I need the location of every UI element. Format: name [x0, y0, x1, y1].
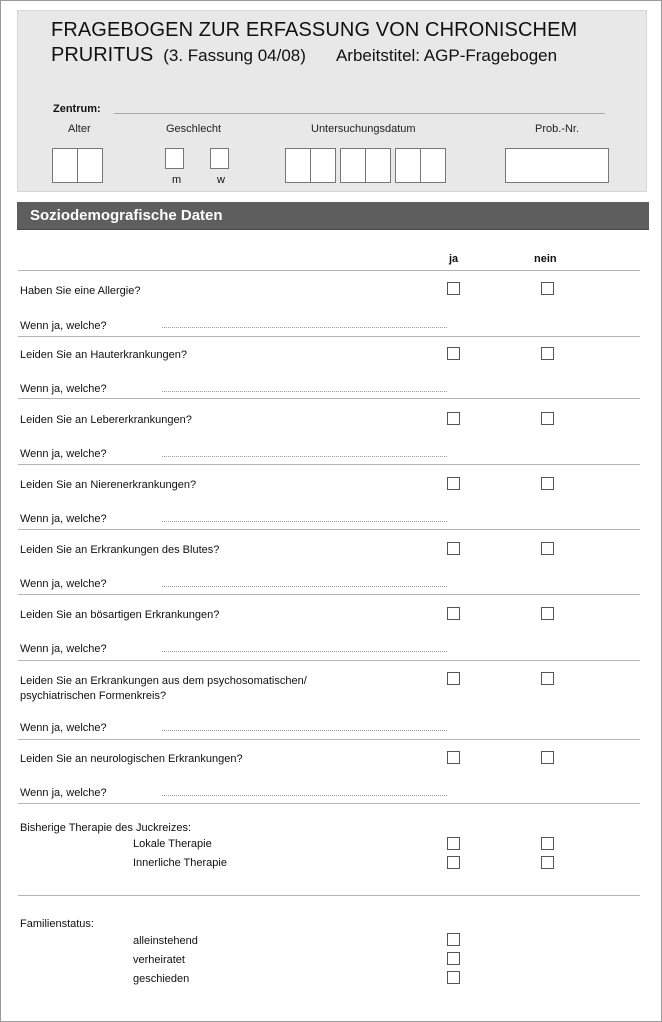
question-allergy: Haben Sie eine Allergie? — [20, 285, 141, 297]
skin-details-input[interactable] — [162, 391, 447, 392]
neurological-ja-checkbox[interactable] — [447, 751, 460, 764]
date-year-1[interactable] — [395, 148, 421, 183]
follow-up-label: Wenn ja, welche? — [20, 722, 107, 734]
question-skin: Leiden Sie an Hauterkrankungen? — [20, 349, 187, 361]
form-title-pruritus: PRURITUS — [51, 44, 154, 66]
sex-m-label: m — [172, 174, 182, 186]
sex-m-checkbox[interactable] — [165, 148, 184, 169]
liver-details-input[interactable] — [162, 456, 447, 457]
psychosomatic-ja-checkbox[interactable] — [447, 672, 460, 685]
internal-therapy-nein-checkbox[interactable] — [541, 856, 554, 869]
form-title-line2 — [51, 44, 557, 67]
blood-nein-checkbox[interactable] — [541, 542, 554, 555]
skin-ja-checkbox[interactable] — [447, 347, 460, 360]
date-month-2[interactable] — [365, 148, 391, 183]
sex-w-checkbox[interactable] — [210, 148, 229, 169]
internal-therapy-ja-checkbox[interactable] — [447, 856, 460, 869]
untersuchungsdatum-input[interactable] — [285, 148, 335, 183]
date-month-group[interactable] — [340, 148, 390, 183]
allergy-ja-checkbox[interactable] — [447, 282, 460, 295]
psychosomatic-nein-checkbox[interactable] — [541, 672, 554, 685]
alter-label: Alter — [68, 123, 91, 135]
family-option-divorced: geschieden — [133, 973, 190, 985]
geschlecht-label: Geschlecht — [166, 123, 222, 135]
divider — [18, 594, 640, 595]
question-kidney: Leiden Sie an Nierenerkrankungen? — [20, 479, 197, 491]
alter-digit-1[interactable] — [52, 148, 78, 183]
section-title: Soziodemografische Daten — [30, 207, 223, 224]
date-year-2[interactable] — [420, 148, 446, 183]
follow-up-label: Wenn ja, welche? — [20, 787, 107, 799]
neurological-details-input[interactable] — [162, 795, 447, 796]
married-checkbox[interactable] — [447, 952, 460, 965]
divorced-checkbox[interactable] — [447, 971, 460, 984]
liver-ja-checkbox[interactable] — [447, 412, 460, 425]
col-header-nein: nein — [534, 253, 557, 265]
therapy-label: Bisherige Therapie des Juckreizes: — [20, 822, 191, 834]
kidney-ja-checkbox[interactable] — [447, 477, 460, 490]
question-malignant: Leiden Sie an bösartigen Erkrankungen? — [20, 609, 220, 621]
prob-nr-label: Prob.-Nr. — [535, 123, 580, 135]
divider — [18, 895, 640, 896]
zentrum-label: Zentrum: — [53, 103, 101, 115]
single-checkbox[interactable] — [447, 933, 460, 946]
local-therapy-nein-checkbox[interactable] — [541, 837, 554, 850]
neurological-nein-checkbox[interactable] — [541, 751, 554, 764]
blood-ja-checkbox[interactable] — [447, 542, 460, 555]
date-year-group[interactable] — [395, 148, 445, 183]
skin-nein-checkbox[interactable] — [541, 347, 554, 360]
form-version: (3. Fassung 04/08) — [163, 46, 306, 65]
untersuchungsdatum-label: Untersuchungsdatum — [311, 123, 416, 135]
family-status-label: Familienstatus: — [20, 918, 94, 930]
kidney-details-input[interactable] — [162, 521, 447, 522]
col-header-ja: ja — [449, 253, 459, 265]
alter-input[interactable] — [52, 148, 102, 183]
malignant-details-input[interactable] — [162, 651, 447, 652]
question-neurological: Leiden Sie an neurologischen Erkrankungen? — [20, 753, 243, 765]
therapy-option-internal: Innerliche Therapie — [133, 857, 227, 869]
prob-nr-input[interactable] — [505, 148, 609, 183]
family-option-single: alleinstehend — [133, 935, 198, 947]
date-day-2[interactable] — [310, 148, 336, 183]
follow-up-label: Wenn ja, welche? — [20, 320, 107, 332]
follow-up-label: Wenn ja, welche? — [20, 383, 107, 395]
form-title-line1: FRAGEBOGEN ZUR ERFASSUNG VON CHRONISCHEM — [51, 19, 578, 41]
divider — [18, 398, 640, 399]
divider — [18, 529, 640, 530]
sex-w-label: w — [217, 174, 225, 186]
date-month-1[interactable] — [340, 148, 366, 183]
question-blood: Leiden Sie an Erkrankungen des Blutes? — [20, 544, 220, 556]
section-header — [17, 202, 649, 230]
divider — [18, 660, 640, 661]
question-psychosomatic-line2: psychiatrischen Formenkreis? — [20, 690, 167, 702]
zentrum-input-line[interactable] — [114, 113, 605, 114]
alter-digit-2[interactable] — [77, 148, 103, 183]
question-psychosomatic: Leiden Sie an Erkrankungen aus dem psychosomatischen/ — [20, 675, 307, 687]
kidney-nein-checkbox[interactable] — [541, 477, 554, 490]
date-day-1[interactable] — [285, 148, 311, 183]
malignant-nein-checkbox[interactable] — [541, 607, 554, 620]
local-therapy-ja-checkbox[interactable] — [447, 837, 460, 850]
follow-up-label: Wenn ja, welche? — [20, 513, 107, 525]
blood-details-input[interactable] — [162, 586, 447, 587]
allergy-nein-checkbox[interactable] — [541, 282, 554, 295]
divider — [18, 803, 640, 804]
divider — [18, 336, 640, 337]
therapy-option-local: Lokale Therapie — [133, 838, 212, 850]
family-option-married: verheiratet — [133, 954, 185, 966]
follow-up-label: Wenn ja, welche? — [20, 643, 107, 655]
divider — [18, 270, 640, 271]
psychosomatic-details-input[interactable] — [162, 730, 447, 731]
divider — [18, 464, 640, 465]
divider — [18, 739, 640, 740]
liver-nein-checkbox[interactable] — [541, 412, 554, 425]
follow-up-label: Wenn ja, welche? — [20, 578, 107, 590]
question-liver: Leiden Sie an Lebererkrankungen? — [20, 414, 192, 426]
follow-up-label: Wenn ja, welche? — [20, 448, 107, 460]
allergy-details-input[interactable] — [162, 327, 447, 328]
malignant-ja-checkbox[interactable] — [447, 607, 460, 620]
form-work-title: Arbeitstitel: AGP-Fragebogen — [335, 46, 558, 65]
